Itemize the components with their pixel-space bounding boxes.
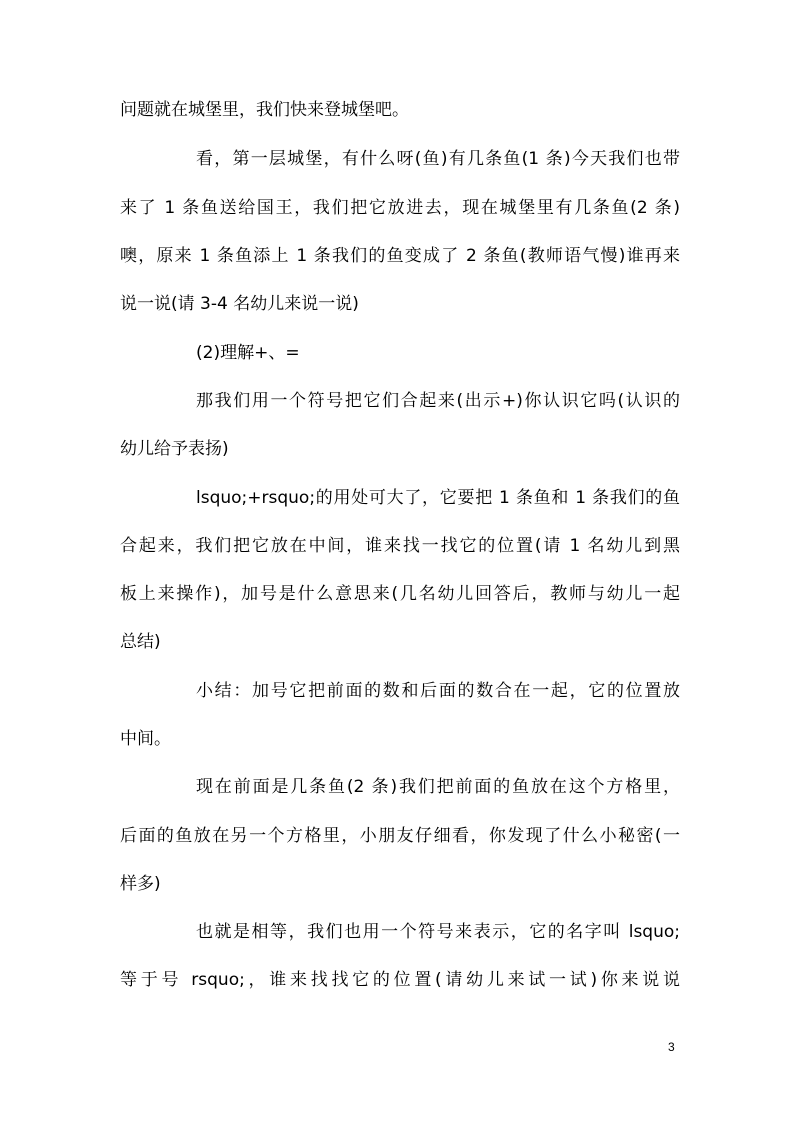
- text-line: 噢，原来 1 条鱼添上 1 条我们的鱼变成了 2 条鱼(教师语气慢)谁再来: [120, 246, 680, 266]
- text-line: 板上来操作)，加号是什么意思来(几名幼儿回答后，教师与幼儿一起: [120, 584, 680, 604]
- text-line: lsquo;+rsquo;的用处可大了，它要把 1 条鱼和 1 条我们的鱼: [196, 488, 680, 508]
- page-number: 3: [668, 1040, 675, 1054]
- text-line: 来了 1 条鱼送给国王，我们把它放进去，现在城堡里有几条鱼(2 条): [120, 198, 680, 218]
- text-line: (2)理解+、=: [196, 343, 300, 363]
- text-line: 说一说(请 3-4 名幼儿来说一说): [120, 294, 359, 314]
- text-line: 中间。: [120, 729, 171, 749]
- text-line: 幼儿给予表扬): [120, 439, 229, 459]
- text-line: 后面的鱼放在另一个方格里，小朋友仔细看，你发现了什么小秘密(一: [120, 826, 680, 846]
- text-line: 样多): [120, 874, 161, 894]
- text-line: 看，第一层城堡，有什么呀(鱼)有几条鱼(1 条)今天我们也带: [196, 149, 680, 169]
- text-line: 总结): [120, 632, 161, 652]
- text-line: 小结：加号它把前面的数和后面的数合在一起，它的位置放: [196, 681, 680, 701]
- text-line: 也就是相等，我们也用一个符号来表示，它的名字叫 lsquo;: [196, 922, 680, 942]
- text-line: 那我们用一个符号把它们合起来(出示+)你认识它吗(认识的: [196, 391, 680, 411]
- text-line: 现在前面是几条鱼(2 条)我们把前面的鱼放在这个方格里，: [196, 777, 680, 797]
- text-line: 问题就在城堡里，我们快来登城堡吧。: [120, 100, 409, 120]
- text-line: 合起来，我们把它放在中间，谁来找一找它的位置(请 1 名幼儿到黑: [120, 536, 680, 556]
- text-line: 等于号 rsquo;，谁来找找它的位置(请幼儿来试一试)你来说说: [120, 970, 680, 990]
